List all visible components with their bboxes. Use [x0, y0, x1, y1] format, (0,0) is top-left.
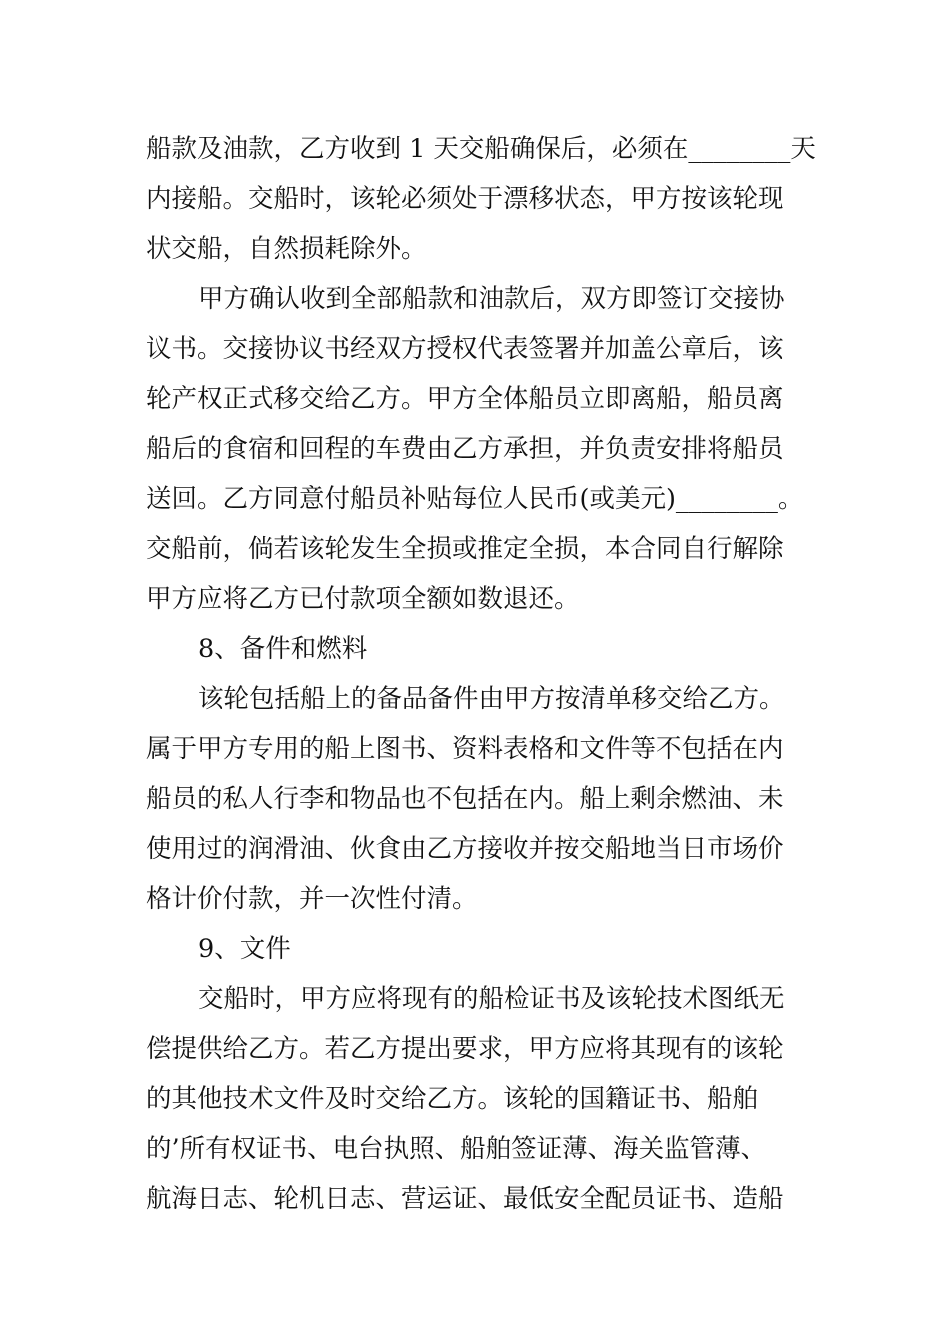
- text-line: 交船时，甲方应将现有的船检证书及该轮技术图纸无: [198, 984, 785, 1014]
- section-heading: 9、文件: [198, 934, 291, 964]
- section-heading-documents: [146, 924, 810, 974]
- text-line: 状交船，自然损耗除外。: [146, 234, 427, 264]
- paragraph-spare-parts: [146, 674, 810, 924]
- text-line: 使用过的润滑油、伙食由乙方接收并按交船地当日市场价: [146, 834, 784, 864]
- text-line: 轮产权正式移交给乙方。甲方全体船员立即离船，船员离: [146, 384, 784, 414]
- text-line: 船款及油款，乙方收到 1 天交船确保后，必须在________天: [146, 134, 816, 164]
- section-heading-spare-parts: [146, 624, 810, 674]
- text-line: 内接船。交船时，该轮必须处于漂移状态，甲方按该轮现: [146, 184, 784, 214]
- paragraph-delivery-terms: [146, 124, 816, 274]
- text-line: 属于甲方专用的船上图书、资料表格和文件等不包括在内: [146, 734, 784, 764]
- text-line: 航海日志、轮机日志、营运证、最低安全配员证书、造船: [146, 1184, 784, 1214]
- text-line: 议书。交接协议书经双方授权代表签署并加盖公章后，该: [146, 334, 784, 364]
- text-line: 的’所有权证书、电台执照、船舶签证薄、海关监管薄、: [146, 1134, 767, 1164]
- text-line: 甲方确认收到全部船款和油款后，双方即签订交接协: [198, 284, 785, 314]
- text-line: 格计价付款，并一次性付清。: [146, 884, 478, 914]
- text-line: 船员的私人行李和物品也不包括在内。船上剩余燃油、未: [146, 784, 784, 814]
- text-line: 的其他技术文件及时交给乙方。该轮的国籍证书、船舶: [146, 1084, 759, 1114]
- text-line: 船后的食宿和回程的车费由乙方承担，并负责安排将船员: [146, 434, 784, 464]
- document-body: [146, 124, 816, 1224]
- paragraph-documents: [146, 974, 810, 1224]
- text-line: 甲方应将乙方已付款项全额如数退还。: [146, 584, 580, 614]
- section-heading: 8、备件和燃料: [198, 634, 368, 664]
- text-line: 交船前，倘若该轮发生全损或推定全损，本合同自行解除: [146, 534, 784, 564]
- paragraph-handover-agreement: [146, 274, 810, 624]
- text-line: 偿提供给乙方。若乙方提出要求，甲方应将其现有的该轮: [146, 1034, 784, 1064]
- text-line: 该轮包括船上的备品备件由甲方按清单移交给乙方。: [198, 684, 785, 714]
- text-line: 送回。乙方同意付船员补贴每位人民币(或美元)________。: [146, 484, 804, 514]
